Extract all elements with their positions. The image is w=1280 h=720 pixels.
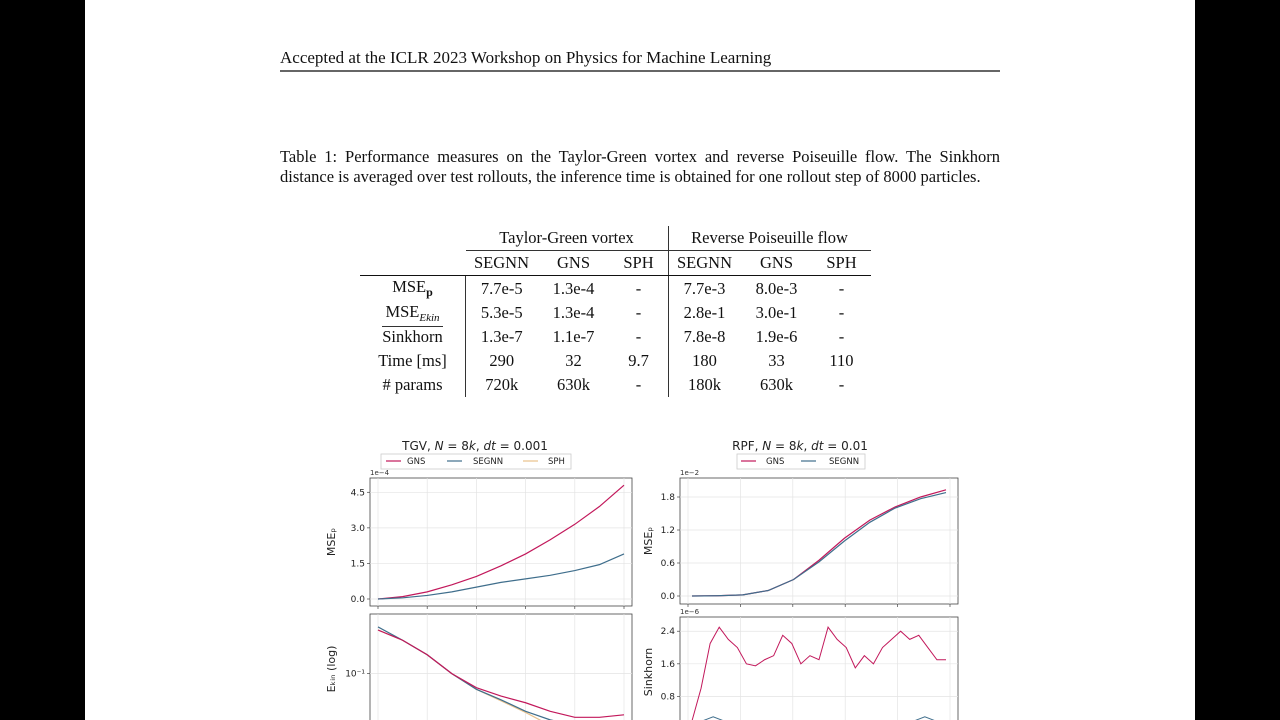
table-row: $MSE_p$ 7.7e-5 1.3e-4 - 7.7e-3 8.0e-3 - xyxy=(360,276,871,302)
chart-rpf-sinkhorn xyxy=(642,608,958,720)
chart-title-tgv: TGV, N = 8k, dt = 0.001 xyxy=(402,439,548,453)
svg-text:GNS: GNS xyxy=(766,457,785,467)
chart-title-rpf: RPF, N = 8k, dt = 0.01 xyxy=(732,439,868,453)
chart-rpf-mse xyxy=(642,469,958,607)
svg-text:10⁻¹: 10⁻¹ xyxy=(345,669,365,680)
chart-tgv-mse xyxy=(325,469,632,609)
svg-text:SEGNN: SEGNN xyxy=(473,457,504,467)
svg-text:MSEₚ: MSEₚ xyxy=(325,527,338,557)
svg-text:2.4: 2.4 xyxy=(660,627,675,638)
col-header: GNS xyxy=(741,251,813,276)
table-row: Sinkhorn 1.3e-7 1.1e-7 - 7.8e-8 1.9e-6 - xyxy=(360,325,871,349)
svg-text:4.5: 4.5 xyxy=(350,488,365,499)
running-header: Accepted at the ICLR 2023 Workshop on Physics for Machine Learning xyxy=(280,48,772,67)
svg-text:MSEₚ: MSEₚ xyxy=(642,526,655,556)
svg-text:Sinkhorn: Sinkhorn xyxy=(642,647,655,697)
svg-text:0.0: 0.0 xyxy=(350,595,365,605)
svg-text:SPH: SPH xyxy=(548,457,565,467)
svg-text:1e−6: 1e−6 xyxy=(680,608,700,616)
col-header: GNS xyxy=(538,251,610,276)
svg-text:GNS: GNS xyxy=(407,457,426,467)
svg-text:3.0: 3.0 xyxy=(350,523,365,534)
group-header-tgv: Taylor-Green vortex xyxy=(466,226,669,251)
legend-tgv xyxy=(381,454,571,469)
group-header-rpf: Reverse Poiseuille flow xyxy=(668,226,871,251)
svg-text:Eₖᵢₙ (log): Eₖᵢₙ (log) xyxy=(325,645,338,693)
col-header: SPH xyxy=(610,251,669,276)
col-header: SEGNN xyxy=(668,251,741,276)
table-caption: Table 1: Performance measures on the Taylor-Green vortex and reverse Poiseuille flow. The Sinkhorn distance is averaged over test rollouts, the inference time is obtained for one rollout step of 8000 particles. xyxy=(280,147,1000,186)
table-row: # params 720k 630k - 180k 630k - xyxy=(360,373,871,397)
svg-text:1e−4: 1e−4 xyxy=(370,469,390,477)
col-header: SEGNN xyxy=(466,251,538,276)
svg-text:1.2: 1.2 xyxy=(660,526,675,536)
svg-text:0.0: 0.0 xyxy=(660,592,675,602)
svg-text:1.6: 1.6 xyxy=(660,659,675,670)
table-row: $MSE_{Ekin}$ 5.3e-5 1.3e-4 - 2.8e-1 3.0e-1 - xyxy=(360,301,871,325)
svg-text:0.6: 0.6 xyxy=(660,559,675,569)
chart-tgv-ekin xyxy=(325,614,632,720)
table-row: Time [ms] 290 32 9.7 180 33 110 xyxy=(360,349,871,373)
svg-text:1.8: 1.8 xyxy=(660,493,675,503)
col-header: SPH xyxy=(813,251,871,276)
svg-text:SEGNN: SEGNN xyxy=(829,457,860,467)
legend-rpf xyxy=(737,454,865,469)
svg-text:0.8: 0.8 xyxy=(660,692,675,703)
svg-text:1e−2: 1e−2 xyxy=(680,469,700,477)
svg-text:1.5: 1.5 xyxy=(350,559,365,570)
